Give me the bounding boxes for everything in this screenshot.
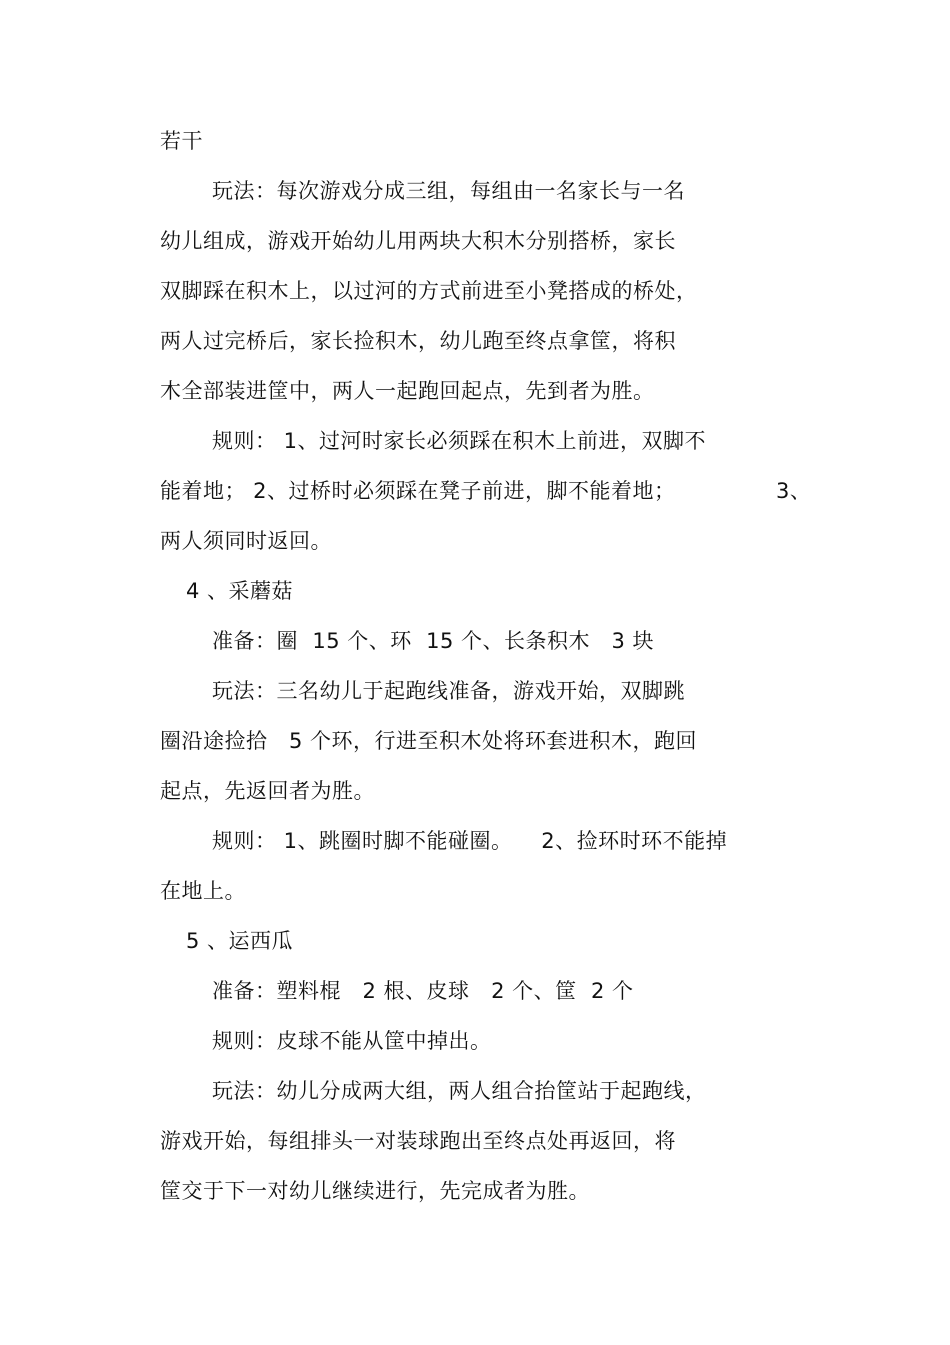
paragraph-rules-3-line-1: 规则： 1、过河时家长必须踩在积木上前进，双脚不 [212, 429, 707, 453]
paragraph-play-method-5-line-1: 玩法：幼儿分成两大组，两人组合抬筐站于起跑线， [212, 1079, 707, 1103]
paragraph-preparation-5: 准备：塑料棍 2 根、皮球 2 个、筐 2 个 [212, 979, 634, 1003]
paragraph-play-method-5-line-2: 游戏开始，每组排头一对装球跑出至终点处再返回，将 [160, 1129, 676, 1153]
paragraph-rules-3-item-3-number: 3、 [776, 479, 812, 503]
paragraph-play-method-3-line-4: 两人过完桥后，家长捡积木，幼儿跑至终点拿筐，将积 [160, 329, 676, 353]
paragraph-rules-3-line-2: 能着地； 2、过桥时必须踩在凳子前进，脚不能着地； [160, 479, 676, 503]
paragraph-play-method-3-line-2: 幼儿组成，游戏开始幼儿用两块大积木分别搭桥，家长 [160, 229, 676, 253]
section-heading-4: 4 、采蘑菇 [186, 579, 294, 603]
paragraph-play-method-4-line-1: 玩法：三名幼儿于起跑线准备，游戏开始，双脚跳 [212, 679, 685, 703]
paragraph-rules-4-line-2: 在地上。 [160, 879, 246, 903]
paragraph-rules-5: 规则：皮球不能从筐中掉出。 [212, 1029, 492, 1053]
paragraph-play-method-3-line-5: 木全部装进筐中，两人一起跑回起点，先到者为胜。 [160, 379, 655, 403]
paragraph-preparation-4: 准备：圈 15 个、环 15 个、长条积木 3 块 [212, 629, 655, 653]
paragraph-play-method-4-line-3: 起点，先返回者为胜。 [160, 779, 375, 803]
paragraph-play-method-3-line-1: 玩法：每次游戏分成三组，每组由一名家长与一名 [212, 179, 685, 203]
paragraph-rules-3-line-3: 两人须同时返回。 [160, 529, 332, 553]
paragraph-rules-4-line-1: 规则： 1、跳圈时脚不能碰圈。 2、捡环时环不能掉 [212, 829, 728, 853]
paragraph-play-method-4-line-2: 圈沿途捡拾 5 个环，行进至积木处将环套进积木，跑回 [160, 729, 698, 753]
paragraph-play-method-5-line-3: 筐交于下一对幼儿继续进行，先完成者为胜。 [160, 1179, 590, 1203]
paragraph-play-method-3-line-3: 双脚踩在积木上，以过河的方式前进至小凳搭成的桥处， [160, 279, 698, 303]
text-line-continuation: 若干 [160, 129, 203, 153]
section-heading-5: 5 、运西瓜 [186, 929, 294, 953]
